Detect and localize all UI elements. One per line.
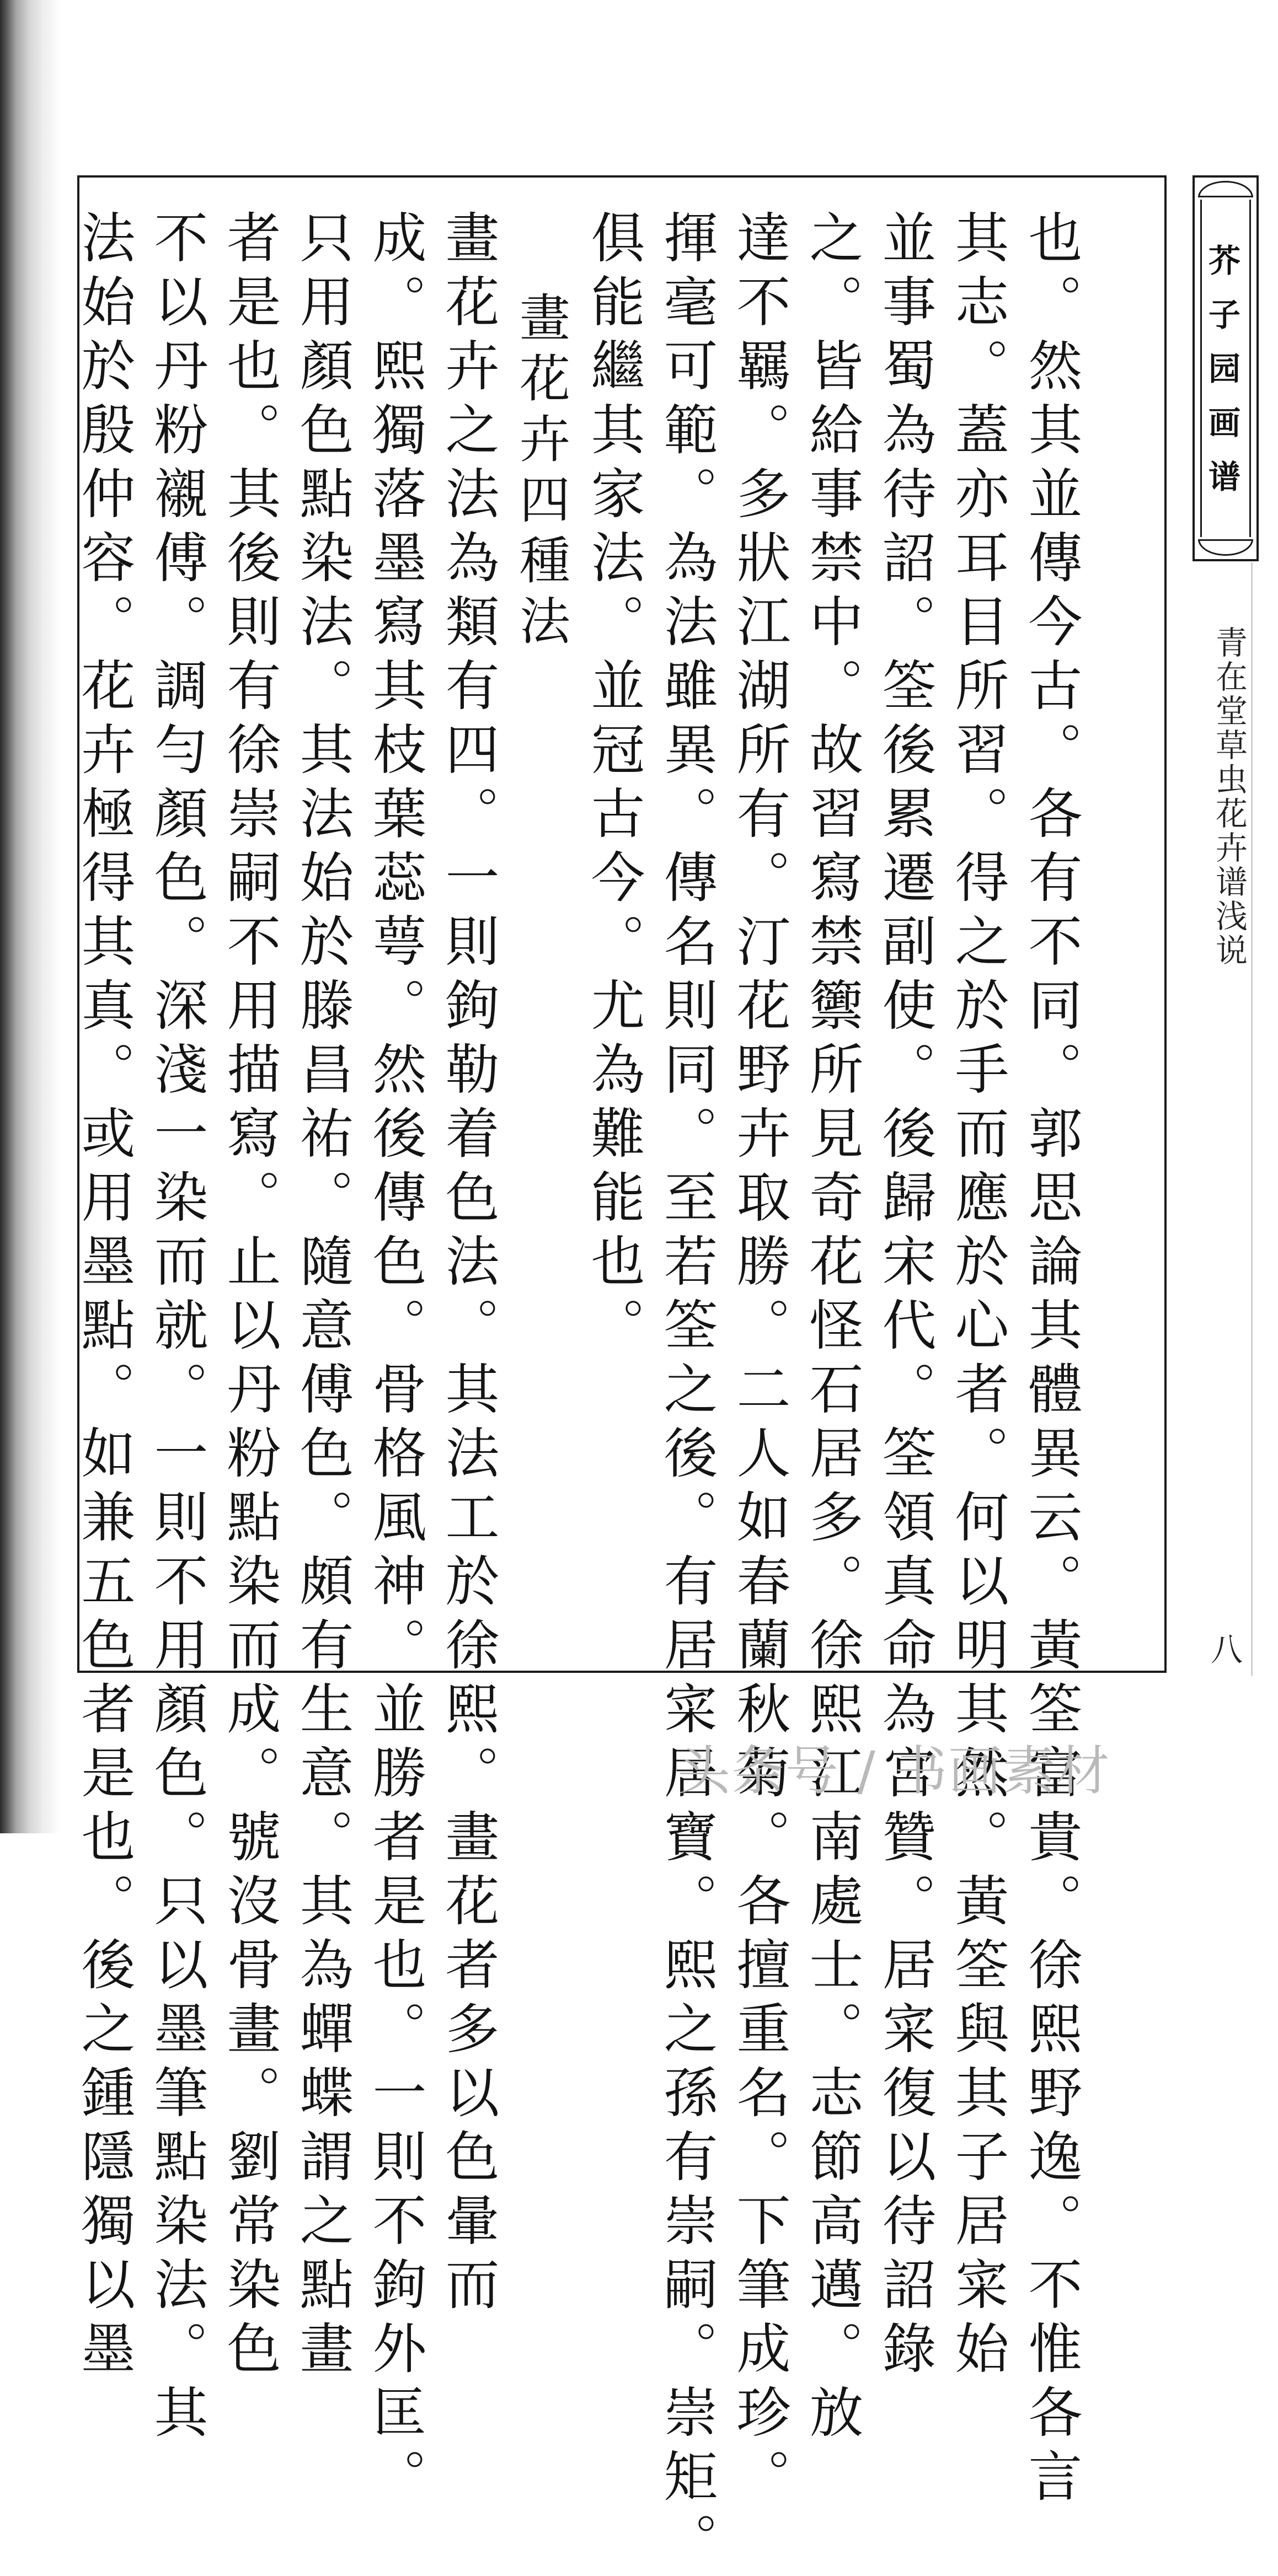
text-column-1: 也。然其並傳今古。各有不同。郭思論其體異云。黃筌富貴。徐熙野逸。不惟各言 — [1019, 210, 1082, 2512]
title-box-top-ornament — [1198, 181, 1253, 197]
text-column-12: 者是也。其後則有徐崇嗣不用描寫。止以丹粉點染而成。號沒骨畫。劉常染色 — [218, 210, 281, 2384]
page-number: 八 — [1211, 1631, 1243, 1668]
book-title-box — [1193, 175, 1259, 561]
text-column-7: 俱能繼其家法。並冠古今。尤為難能也。 — [582, 210, 645, 1361]
text-column-14: 法始於殷仲容。花卉極得其真。或用墨點。如兼五色者是也。後之鍾隱獨以墨 — [72, 210, 135, 2384]
text-column-13: 不以丹粉襯傅。調勻顏色。深淺一染而就。一則不用顏色。只以墨筆點染法。其 — [145, 210, 208, 2448]
title-box-bottom-ornament — [1198, 539, 1253, 556]
text-column-9: 畫花卉之法為類有四。一則鉤勒着色法。其法工於徐熙。畫花者多以色暈而 — [436, 210, 499, 2320]
running-section-title: 青在堂草虫花卉谱浅说 — [1210, 626, 1248, 968]
section-heading: 畫花卉四種法 — [511, 291, 570, 655]
text-column-5: 達不羈。多狀江湖所有。汀花野卉取勝。二人如春蘭秋菊。各擅重名。下筆成珍。 — [728, 210, 790, 2512]
text-column-4: 之。皆給事禁中。故習寫禁籞所見奇花怪石居多。徐熙江南處士。志節高邁。放 — [800, 210, 863, 2448]
text-column-3: 並事蜀為待詔。筌後累遷副使。後歸宋代。筌領真命為宮贊。居寀復以待詔錄 — [873, 210, 936, 2384]
book-title: 芥子园画谱 — [1203, 244, 1240, 514]
text-column-10: 成。熙獨落墨寫其枝葉蕊萼。然後傳色。骨格風神。並勝者是也。一則不鉤外匡。 — [363, 210, 426, 2512]
watermark: 头条号 / 书画素材 — [677, 1740, 1111, 1802]
book-gutter-shadow — [0, 0, 61, 1833]
text-column-6: 揮毫可範。為法雖異。傳名則同。至若筌之後。有居寀居寶。熙之孫有崇嗣。崇矩。 — [655, 210, 718, 2576]
text-column-2: 其志。蓋亦耳目所習。得之於手而應於心者。何以明其然。黃筌與其子居寀始 — [946, 210, 1009, 2384]
text-column-11: 只用顏色點染法。其法始於滕昌祐。隨意傅色。頗有生意。其為蟬蝶謂之點畫 — [291, 210, 354, 2384]
